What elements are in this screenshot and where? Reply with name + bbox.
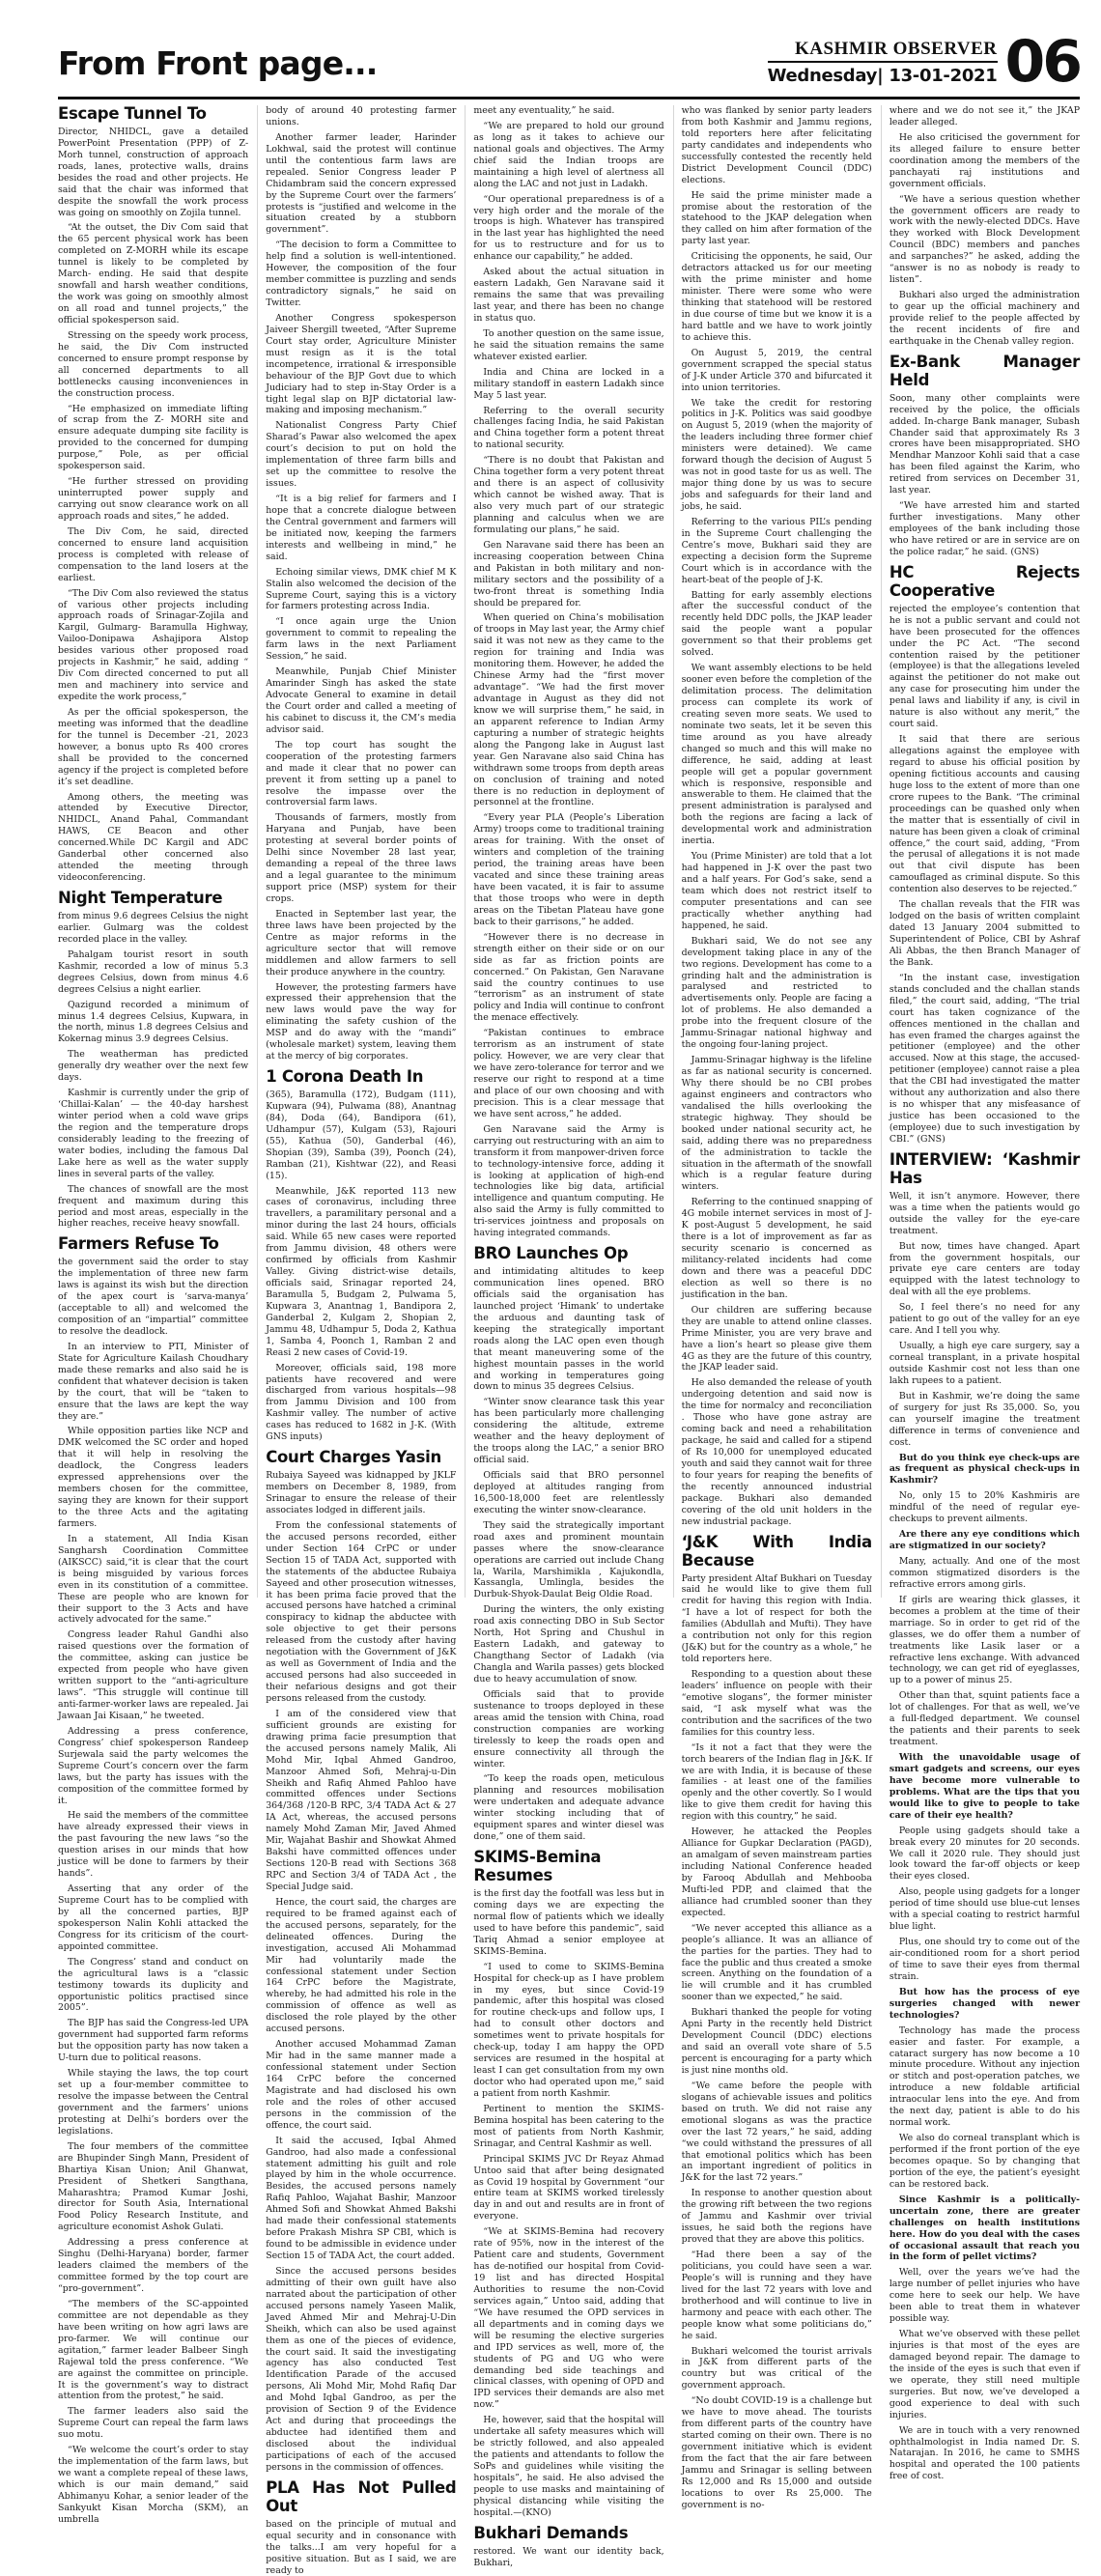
article-paragraph: On August 5, 2019, the central government scrapped the special status of J-K under Article 370 and bifurcated it into union territories. [681,347,872,393]
article-paragraph: Also, people using gadgets for a longer period of time should use blue-cut lenses with a special coating to restrict harmful blue light. [889,1886,1081,1933]
article-paragraph: who was flanked by senior party leaders from both Kashmir and Jammu regions, told reporters here after felicitating party candidates and independents who successfully contested the recently held District Development Council (DDC) elections. [681,105,872,185]
article-paragraph: Congress leader Rahul Gandhi also raised questions over the formation of the committee, asking can justice be expected from people who have given written support to the “anti-agriculture laws”. “This struggle will continue till anti-farmer-worker laws are repealed. Jai Jawaan Jai Kisaan,” he tweeted. [58,1629,249,1721]
article-paragraph: The challan reveals that the FIR was lodged on the basis of written complaint dated 13 January 2004 submitted to Superintendent of Police, CBI by Ashraf Ali Abbas, the then Branch Manager of the Bank. [889,899,1081,968]
article-paragraph: He, however, said that the hospital will undertake all safety measures which will be strictly followed, and also appealed the patients and attendants to follow the SoPs and guidelines while visiting the hospitals”, he said. He also advised the people to use masks and maintaining of physical distancing while visiting the hospital.—(KNO) [473,2415,664,2518]
article-paragraph: They said the strategically important road axes and prominent mountain passes where the snow-clearance operations are carried out include Chang la, Warila, Marshimikla , Kajukondla, Kassangla, Umlingla, besides the Durbuk-Shyok-Daulat Beig Oldie Road. [473,1519,664,1600]
brand-block [767,28,1080,96]
article-paragraph: “Every year PLA (People’s Liberation Army) troops come to traditional training areas for training. With the onset of winters and completion of the training period, the training areas have been vacated and since these training areas have been vacated, it is fair to assume that those troops who were in depth areas on the Tibetan Plateau have gone back to their garrisons,” he added. [473,812,664,927]
article-paragraph: Pahalgam tourist resort in south Kashmir, recorded a low of minus 5.3 degrees Celsius, down from minus 4.6 degrees Celsius a night earlier. [58,948,249,995]
article-headline: Farmers Refuse To [58,1234,219,1254]
article-paragraph: While opposition parties like NCP and DMK welcomed the SC order and hoped that it will help in resolving the deadlock, the Congress leaders expressed apprehensions over the members chosen for the committee, saying they are known for their support to the three Acts and the agitating farmers. [58,1426,249,1529]
article-paragraph: Enacted in September last year, the three laws have been projected by the Centre as major reforms in the agriculture sector that will remove middlemen and allow farmers to sell their produce anywhere in the country. [266,908,457,977]
article-paragraph: As per the official spokesperson, the meeting was informed that the deadline for the tunnel is December -21, 2023 however, a bonus upto Rs 400 crores shall be provided to the concerned agency if the project is completed before it’s set deadline. [58,706,249,787]
article-headline: 1 Corona Death In [266,1067,424,1087]
article-paragraph: Echoing similar views, DMK chief M K Stalin also welcomed the decision of the Supreme Court, saying this is a victory for farmers protesting across India. [266,566,457,612]
newspaper-name: KASHMIR OBSERVER [768,39,998,63]
article-paragraph: Asserting that any order of the Supreme Court has to be complied with by all the concerned parties, BJP spokesperson Nalin Kohli attacked the Congress for its criticism of the court-appointed committee. [58,1883,249,1952]
article-paragraph: Officials said that BRO personnel deployed at altitudes ranging from 16,500-18,000 feet are relentlessly executing the winter snow-clearance. [473,1470,664,1515]
article-paragraph: “It is a big relief for farmers and I hope that a concrete dialogue between the Central government and farmers will be initiated now, keeping the farmers interests and wellbeing in mind,” he said. [266,494,457,562]
article-paragraph: We also do corneal transplant which is performed if the front portion of the eye becomes opaque. So by changing that portion of the eye, the patient’s eyesight can be restored back. [889,2133,1081,2190]
article-paragraph: “Is it not a fact that they were the torch bearers of the Indian flag in J&K. If we are with India, it is because of these families - at least one of the families openly and the other covertly. So I would like to give them credit for having this region with this country,” he said. [681,1741,872,1823]
article-paragraph: Another Congress spokesperson Jaiveer Shergill tweeted, “After Supreme Court stay order, Agriculture Minister must resign as it is the total incompetence, irrational & irresponsible behaviour of the BJP Govt due to which Judiciary had to step in-Stay Order is a tight legal slap on BJP dictatorial law-making and imposing mechanism.” [266,312,457,416]
article-paragraph: Other than that, squint patients face a lot of challenges. For that as well, we’ve a full-fledged department. We counsel the patients and their parents to seek treatment. [889,1690,1081,1748]
interview-question: But how has the process of eye surgeries changed with newer technologies? [889,1986,1081,2021]
article-paragraph: While staying the laws, the top court set up a four-member committee to resolve the impasse between the Central government and the farmers’ unions protesting at Delhi’s borders over the legislations. [58,2068,249,2137]
article-paragraph: “No doubt COVID-19 is a challenge but we have to move ahead. The tourists from different parts of the country have started coming on their own. There is no government initiative which is evident from the fact that the air fare between Jammu and Srinagar is selling between Rs 12,000 and Rs 15,000 and outside locations to over Rs 25,000. The government is no- [681,2395,872,2510]
article-paragraph: “I used to come to SKIMS-Bemina Hospital for check-up as I have problem in my eyes, but since Covid-19 pandemic, after this hospital was closed for routine check-ups and follow ups, I had to consult other doctors and sometimes went to private hospitals for check-up, today I am happy the OPD services are resumed in the hospital at least I can get consultation from my own doctor who had operated upon me,” said a patient from north Kashmir. [473,1961,664,2099]
article-paragraph: Hence, the court said, the charges are required to be framed against each of the accused persons, separately, for the delineated offences. During the investigation, accused Ali Mohammad Mir had voluntarily made the confessional statement under Section 164 CrPC before the Magistrate, whereby, he had admitted his role in the commission of offence as well as disclosed the role played by the other accused persons. [266,1896,457,2035]
interview-question: But do you think eye check-ups are as frequent as physical check-ups in Kashmir? [889,1452,1081,1486]
interview-question: With the unavoidable usage of smart gadgets and screens, our eyes have become more vulnerable to problems. What are the tips that you would like to give to people to take care of their eye health? [889,1752,1081,1821]
article-paragraph: The BJP has said the Congress-led UPA government had supported farm reforms but the opposition party has now taken a U-turn due to political reasons. [58,2018,249,2064]
article-paragraph: “We came before the people with slogans of achievable issues and politics based on truth. We did not raise any emotional slogans as was the practice over the last 72 years,” he said, adding “we could withstand the pressures of all that emotional politics which has been an important ingredient of politics in J&K for the last 72 years.” [681,2080,872,2184]
article-paragraph: Referring to the overall security challenges facing India, he said Pakistan and China together form a potent threat to national security. [473,405,664,451]
article-paragraph: Stressing on the speedy work process, he said, the Div Com instructed concerned to ensure prompt response by all concerned departments to all bottlenecks causing inconveniences in the construction process. [58,329,249,399]
article-paragraph: To another question on the same issue, he said the situation remains the same whatever existed earlier. [473,327,664,362]
article-paragraph: Principal SKIMS JVC Dr Reyaz Ahmad Untoo said that after being designated as Covid 19 hospital by Government “our entire team at SKIMS worked tirelessly day in and out and results are in front of everyone. [473,2153,664,2222]
article-paragraph: Asked about the actual situation in eastern Ladakh, Gen Naravane said it remains the same that was prevailing last year, and there has been no change in status quo. [473,267,664,324]
article-paragraph: We want assembly elections to be held sooner even before the completion of the delimitation process. The delimitation process can complete its work of creating seven more seats. We used to nominate two seats, let it be seven this time around as you have already changed so much and this will make no difference, he said, adding at least people will get a popular government which is responsive, responsible and answerable to them. He claimed that the present administration is paralysed and both the regions are facing a lack of developmental work and administration inertia. [681,663,872,847]
article-paragraph: Director, NHIDCL, gave a detailed PowerPoint Presentation (PPP) of Z-Morh tunnel, construction of approach roads, lanes, protective walls, drains besides the road and other projects. He said that the chair was informed that despite the snowfall the work process was going on smoothly on Zojila tunnel. [58,126,249,218]
article-paragraph: Referring to the various PIL’s pending in the Supreme Court challenging the Centre’s move, Bukhari said they are expecting a decision form the Supreme Court which is in accordance with the heart-beat of the people of J-K. [681,516,872,585]
article-paragraph: However, he attacked the Peoples Alliance for Gupkar Declaration (PAGD), an amalgam of seven mainstream parties including National Conference headed by Farooq Abdullah and Mehbooba Mufti-led PDP, and claimed that the alliance had crumbled sooner than they expected. [681,1826,872,1918]
article-paragraph: “He emphasized on immediate lifting of scrap from the Z- MORH site and ensure adequate dumping site facility is provided to the concerned for dumping purpose,” Pole, as per official spokesperson said. [58,403,249,472]
article-paragraph: Addressing a press conference, Congress’ chief spokesperson Randeep Surjewala said the party welcomes the Supreme Court’s concern over the farm laws, but the party has issues with the composition of the committee formed by it. [58,1725,249,1806]
article-paragraph: “Our operational preparedness is of a very high order and the morale of the troops is high. Whatever has transpired in the last year has highlighted the need for us to restructure and for us to enhance our capability,” he added. [473,193,664,263]
article-paragraph: Bukhari also urged the administration to gear up the official machinery and provide relief to the people affected by the recent incidents of fire and earthquake in the Chenab valley region. [889,290,1081,347]
article-paragraph: The four members of the committee are Bhupinder Singh Mann, President of Bhartiya Kisan Union; Anil Ghanwat, President of Shetkeri Sangthana, Maharashtra; Pramod Kumar Joshi, director for South Asia, International Food Policy Research Institute, and agriculture economist Ashok Gulati. [58,2140,249,2233]
article-paragraph: the government said the order to stay the implementation of three new farm laws is against its wish but the direction of the apex court is ‘sarva-manya’ (acceptable to all) and welcomed the composition of an “impartial” committee to resolve the deadlock. [58,1257,249,1337]
article-paragraph: “Winter snow clearance task this year has been particularly more challenging considering the altitude, extreme weather and the heavy deployment of the troops along the LAC,” a senior BRO official said. [473,1397,664,1466]
article-paragraph: Addressing a press conference at Singhu (Delhi-Haryana) border, farmer leaders claimed the members of the committee formed by the top court are “pro-government”. [58,2237,249,2295]
article-paragraph: Nationalist Congress Party Chief Sharad’s Pawar also welcomed the apex court’s decision to put on hold the implementation of three farm bills and set up the committee to resolve the issues. [266,420,457,490]
article-paragraph: Officials said that to provide sustenance to troops deployed in these areas amid the tension with China, road construction companies are working tirelessly to keep the roads open and ensure connectivity all through the winter. [473,1688,664,1769]
article-paragraph: Among others, the meeting was attended by Executive Director, NHIDCL, Anand Pahal, Commandant HAWS, CE Beacon and other concerned.While DC Kargil and ADC Ganderbal other concerned also attended the meeting through videoconferencing. [58,791,249,884]
article-paragraph: “We are prepared to hold our ground as long as it takes to achieve our national goals and objectives. The Army chief said the Indian troops are maintaining a high level of alertness all along the LAC and not just in Ladakh. [473,120,664,189]
article-paragraph: Party president Altaf Bukhari on Tuesday said he would like to give them full credit for having this region with India. “I have a lot of respect for both the families (Abdullah and Mufti). They have a contribution not only for this region (J&K) but for the country as a whole,” he told reporters here. [681,1572,872,1665]
article-paragraph: But in Kashmir, we’re doing the same of surgery for just Rs 35,000. So, you can yourself imagine the treatment difference in terms of convenience and cost. [889,1390,1081,1448]
article-paragraph: The weatherman has predicted generally dry weather over the next few days. [58,1049,249,1084]
issue-date: Wednesday| 13-01-2021 [767,65,998,86]
article-paragraph: “We welcome the court’s order to stay the implementation of the farm laws, but we want a complete repeal of these laws, which is our main demand,” said Abhimanyu Kohar, a senior leader of the Sankyukt Kisan Morcha (SKM), an umbrella [58,2445,249,2525]
article-paragraph: (365), Baramulla (172), Budgam (111), Kupwara (94), Pulwama (88), Anantnag (84), Doda (64), Bandipora (61), Udhampur (57), Kulgam (53), Rajouri (55), Kathua (50), Ganderbal (46), Shopian (39), Samba (39), Poonch (24), Ramban (21), Kishtwar (22), and Reasi (15). [266,1090,457,1181]
article-paragraph: Moreover, officials said, 198 more patients have recovered and were discharged from various hospitals—98 from Jammu Division and 100 from Kashmir valley. The number of active cases has reduced to 1682 in J-K. (With GNS inputs) [266,1362,457,1443]
article-paragraph: It said that there are serious allegations against the employee with regard to abuse his official position by opening fictitious accounts and causing huge loss to the extent of more than one crore rupees to the Bank. “The criminal proceedings can be quashed only when the matter that is essentially of civil in nature has been given a cloak of criminal offence,” the court said, adding, “From the perusal of allegations it is not made out that civil dispute has been camouflaged as criminal dispute. So this contention also deserves to be rejected.” [889,734,1081,895]
article-paragraph: based on the principle of mutual and equal security and in consonance with the talks...I am very hopeful for a positive situation. But as I said, we are ready to [266,2518,457,2576]
article-paragraph: and intimidating altitudes to keep communication lines opened. BRO officials said the organisation has launched project ‘Himank’ to undertake the arduous and daunting task of keeping the strategically important roads along the LAC open even though that meant maneuvering some of the highest mountain passes in the world and working in temperatures going down to minus 35 degrees Celsius. [473,1266,664,1393]
article-paragraph: India and China are locked in a military standoff in eastern Ladakh since May 5 last year. [473,366,664,401]
article-paragraph: “However there is no decrease in strength either on their side or on our side as far as friction points are concerned.” On Pakistan, Gen Naravane said the country continues to use “terrorism” as an instrument of state policy and India will continue to confront the menace effectively. [473,931,664,1024]
article-paragraph: Batting for early assembly elections after the successful conduct of the recently held DDC polls, the JKAP leader said the people want a popular government so that their problems get solved. [681,589,872,659]
article-paragraph: Criticising the opponents, he said, Our detractors attacked us for our meeting with the prime minister and home minister. There were some who were thinking that statehood will be restored in due course of time but we know it is a hard battle and we have to work jointly to achieve this. [681,251,872,343]
article-paragraph: The top court has sought the cooperation of the protesting farmers and made it clear that no power can prevent it from setting up a panel to resolve the impasse over the controversial farm laws. [266,739,457,808]
article-paragraph: Pertinent to mention the SKIMS-Bemina hospital has been catering to the most of patients from North Kashmir, Srinagar, and Central Kashmir as well. [473,2103,664,2149]
interview-question: Since Kashmir is a politically-uncertain zone, there are greater challenges on health institutions here. How do you deal with the cases of occasional assault that reach you in the form of pellet victims? [889,2194,1081,2263]
article-paragraph: He also criticised the government for its alleged failure to ensure better coordination among the members of the panchayati raj institutions and government officials. [889,131,1081,189]
article-paragraph: The Div Com, he said, directed concerned to ensure land acquisition process is completed with release of compensation to the land losers at the earliest. [58,525,249,583]
article-headline: SKIMS-Bemina Resumes [473,1848,602,1885]
article-paragraph: Gen Naravane said there has been an increasing cooperation between China and Pakistan in both military and non-military sectors and the possibility of a two-front threat is something India should be prepared for. [473,539,664,609]
article-headline: Escape Tunnel To [58,104,207,123]
article-paragraph: “The Div Com also reviewed the status of various other projects including approach roads of Srinagar-Zojila and Kargil, Gulmarg- Baramulla Highway, Vailoo-Donipawa Ashajipora Alstop besides various other proposed road projects in Kashmir,” he said, adding “ Div Com directed concerned to put all men and machinery into service and expedite the work process,” [58,587,249,703]
article-headline: Night Temperature [58,889,223,908]
article-paragraph: Our children are suffering because they are unable to attend online classes. Prime Minister, you are very brave and have a lion’s heart so please give them 4G as they are the future of this country, the JKAP leader said. [681,1304,872,1373]
article-paragraph: Another farmer leader, Harinder Lokhwal, said the protest will continue until the contentious farm laws are repealed. Senior Congress leader P Chidambram said the concern expressed by the Supreme Court over the farmers’ protests is “justified and welcome in the situation created by a stubborn government”. [266,131,457,236]
article-paragraph: Bukhari thanked the people for voting Apni Party in the recently held District Development Council (DDC) elections and said an overall vote share of 5.5 percent is encouraging for a party which is just nine months old. [681,2007,872,2076]
article-paragraph: “The members of the SC-appointed committee are not dependable as they have been writing on how agri laws are pro-farmer. We will continue our agitation,” farmer leader Balbeer Singh Rajewal told the press conference. “We are against the committee on principle. It is the government’s way to distract attention from the protest,” he said. [58,2298,249,2402]
article-paragraph: Gen Naravane said the Army is carrying out restructuring with an aim to transform it from manpower-driven force to technology-intensive force, adding it is looking at application of high-end technologies like big data, artificial intelligence and quantum computing. He also said the Army is fully committed to tri-services jointness and proposals on having integrated commands. [473,1123,664,1239]
article-paragraph: Referring to the continued snapping of 4G mobile internet services in most of J-K post-August 5 development, he said there is a lot of improvement as far as security scenario is concerned as militancy-related incidents had come down and there was a peaceful DDC election as well so there is no justification in the ban. [681,1197,872,1300]
article-paragraph: “We at SKIMS-Bemina had recovery rate of 95%, now in the interest of the Patient care and students, Government has de-notified our hospital from Covid-19 list and has directed Hospital Authorities to resume the non-Covid services again,” Untoo said, adding that “We have resumed the OPD services in all departments and in coming days we will be resuming the elective surgeries and IPD services as well, more of, the students of PG and UG who were demanding bed side teachings and clinical classes, with opening of OPD and IPD services their demands are also met now.” [473,2226,664,2411]
article-paragraph: We are in touch with a very renowned ophthalmologist in India named Dr. S. Natarajan. In 2016, he came to SMHS hospital and operated the 100 patients free of cost. [889,2424,1081,2482]
article-paragraph: Soon, many other complaints were received by the police, the officials added. In-charge Bank manager, Subash Chander said that approximately Rs 3 crores have been misappropriated. SHO Mendhar Manzoor Kohli said that a case has been filed against the Karim, who retired from services on December 31, last year. [889,392,1081,496]
article-paragraph: He said the members of the committee have already expressed their views in the past favouring the new laws “so the question arises in our minds that how justice will be done to farmers by their hands”. [58,1810,249,1880]
article-paragraph: “The decision to form a Committee to help find a solution is well-intentioned. However, the composition of the four member committee is puzzling and sends contradictory signals,” he said on Twitter. [266,240,457,308]
article-paragraph: In an interview to PTI, Minister of State for Agriculture Kailash Choudhary made these remarks and also said he is confident that whatever decision is taken by the court, that will be “taken to ensure that the laws are kept the way they are.” [58,1341,249,1422]
article-headline: Bukhari Demands [473,2523,629,2542]
article-paragraph: We take the credit for restoring politics in J-K. Politics was said goodbye on August 5, 2019 (when the majority of the leaders including three former chief ministers were detained). We came forward though the decision of August 5 was not in good taste for us as well. The major thing done by us was to secure jobs and safeguards for their land and jobs, he said. [681,397,872,512]
article-paragraph: Usually, a high eye care surgery, say a corneal transplant, in a private hospital outside Kashmir cost not less than one lakh rupees to a patient. [889,1341,1081,1386]
article-paragraph: Meanwhile, J&K reported 113 new cases of coronavirus, including three travellers, a paramilitary personal and a minor during the last 24 hours, officials said. While 65 new cases were reported from Jammu division, 48 others were confirmed by officials from Kashmir Valley. Giving district-wise details, officials said, Srinagar reported 24, Baramulla 5, Budgam 2, Pulwama 5, Kupwara 3, Anantnag 1, Bandipora 2, Ganderbal 2, Kulgam 2, Shopian 2, Jammu 48, Udhampur 5, Doda 2, Kathua 1, Samba 4, Poonch 1, Ramban 2 and Reasi 2 new cases of Covid-19. [266,1185,457,1358]
article-paragraph: body of around 40 protesting farmer unions. [266,105,457,127]
article-paragraph: But now, times have changed. Apart from the government hospitals, our private eye care centers are today equipped with the latest technology to deal with all the eye problems. [889,1240,1081,1298]
article-paragraph: Bukhari welcomed the tourist arrivals in J&K from different parts of the country but was critical of the government approach. [681,2345,872,2392]
article-paragraph: What we’ve observed with these pellet injuries is that most of the eyes are damaged beyond repair. The damage to the inside of the eyes is such that even if we operate, they still need multiple surgeries. But now, we’ve developed a good experience to deal with such injuries. [889,2329,1081,2420]
interview-question: Are there any eye conditions which are stigmatized in our society? [889,1529,1081,1552]
article-paragraph: Qazigund recorded a minimum of minus 1.4 degrees Celsius, Kupwara, in the north, minus 1.8 degrees Celsius and Kokernag minus 3.9 degrees Celsius. [58,999,249,1045]
article-paragraph: Another accused Mohammad Zaman Mir had in the same manner made a confessional statement under Section 164 CrPC before the concerned Magistrate and had disclosed his own role and the roles of other accused persons in the commission of the offence, the court said. [266,2039,457,2131]
article-paragraph: It said the accused, Iqbal Ahmed Gandroo, had also made a confessional statement admitting his guilt and role played by him in the whole occurrence. Besides, the accused persons namely Rafiq Pahloo, Wajahat Bashir, Manzoor Ahmed Sofi and Showkat Ahmed Bakshi had made their confessional statements before Prakash Mishra SP CBI, which is found to be admissible in evidence under Section 15 of TADA Act, the court added. [266,2135,457,2261]
article-paragraph: So, I feel there’s no need for any patient to go out of the valley for an eye care. And I tell you why. [889,1302,1081,1337]
article-paragraph: Kashmir is currently under the grip of ‘Chillai-Kalan’ — the 40-day harshest winter period when a cold wave grips the region and the temperature drops considerably leading to the freezing of water bodies, including the famous Dal Lake here as well as the water supply lines in several parts of the valley. [58,1088,249,1179]
column-5 [881,105,1081,2482]
article-paragraph: He also demanded the release of youth undergoing detention and said now is the time for normalcy and reconciliation . Those who have gone astray are coming back and need a rehabilitation package, he said and called for a stipend of Rs 10,000 for unemployed educated youth and said they cannot wait for three to four years for reaping the benefits of the recently announced industrial package. Bukhari also demanded covering of the old unit holders in the new industrial package. [681,1377,872,1527]
column-4 [673,105,872,2510]
page-number: 06 [1004,28,1080,96]
article-headline: Ex-Bank Manager Held [889,352,1081,389]
article-headline: ‘J&K With India Because [681,1532,872,1570]
article-paragraph: No, only 15 to 20% Kashmiris are mindful of the need of regular eye-checkups to prevent ailments. [889,1490,1081,1525]
article-paragraph: Responding to a question about these leaders’ influence on people with their “emotive slogans”, the former minister said, “I ask myself what was the contribution and the sacrifices of the two families for this country less. [681,1669,872,1738]
article-paragraph: The Congress’ stand and conduct on the agricultural laws is a “classic testimony towards its duplicity and opportunistic politics practised since 2005”. [58,1956,249,2014]
article-paragraph: People using gadgets should take a break every 20 minutes for 20 seconds. We call it 2020 rule. They should just look toward the far-off objects or keep their eyes closed. [889,1825,1081,1882]
article-paragraph: In response to another question about the growing rift between the two regions of Jammu and Kashmir over trivial issues, he said both the regions have proved that they are above this politics. [681,2188,872,2246]
article-columns [58,104,1081,2576]
masthead [58,0,1080,99]
article-paragraph: The farmer leaders also said the Supreme Court can repeal the farm laws suo motu. [58,2406,249,2441]
article-paragraph: Since the accused persons besides admitting of their own guilt have also narrated about the participation of other accused persons namely Yaseen Malik, Javed Ahmed Mir and Mehraj-U-Din Sheikh, which can also be used against them as one of the pieces of evidence, the court said. It said the investigating agency has also conducted Test Identification Parade of the accused persons, Ali Mohd Mir, Mohd Rafiq Dar and Mohd Iqbal Gandroo, as per the provision of Section 9 of the Evidence Act and during that proceedings the abductee had identified them and disclosed about the individual participations of each of the accused persons in the commission of offences. [266,2265,457,2473]
article-paragraph: “Pakistan continues to embrace terrorism as an instrument of state policy. However, we are very clear that we have zero-tolerance for terror and we reserve our right to respond at a time and place of our own choosing and with precision. This is a clear message that we have sent across,” he added. [473,1028,664,1119]
column-1 [58,104,249,2525]
article-paragraph: “To keep the roads open, meticulous planning and resources mobilisation were undertaken and adequate advance winter stocking including that of equipment spares and winter diesel was done,” one of them said. [473,1773,664,1843]
article-paragraph: Many, actually. And one of the most common stigmatized disorders is the refractive errors among girls. [889,1556,1081,1590]
article-paragraph: He said the prime minister made a promise about the restoration of the statehood to the JKAP delegation when they called on him after formation of the party last year. [681,189,872,247]
article-paragraph: meet any eventuality,” he said. [473,105,615,116]
article-paragraph: “We have a serious question whether the government officers are ready to work with the newly-elected DDCs. Have they worked with Block Development Council (BDC) members and panches and sarpanches?” he asked, adding the “answer is no as nobody is ready to listen”. [889,193,1081,286]
article-paragraph: In a statement, All India Kisan Sangharsh Coordination Committee (AIKSCC) said,“it is clear that the court is being misguided by various forces even in its constitution of a committee. These are people who are known for their support to the 3 Acts and have actively advocated for the same.” [58,1533,249,1626]
article-paragraph: from minus 9.6 degrees Celsius the night earlier. Gulmarg was the coldest recorded place in the valley. [58,911,249,945]
article-paragraph: is the first day the footfall was less but in coming days we are expecting the normal flow of patients which we ideally used to have before this pandemic”, said Tariq Ahmad a senior employee at SKIMS-Bemina. [473,1888,664,1957]
article-headline: INTERVIEW: ‘Kashmir Has [889,1149,1081,1187]
article-paragraph: “I once again urge the Union government to commit to repealing the farm laws in the next Parliament Session,” he said. [266,616,457,663]
article-paragraph: However, the protesting farmers have expressed their apprehension that the new laws would pave the way for eliminating the safety cushion of the MSP and do away with the “mandi” (wholesale market) system, leaving them at the mercy of big corporates. [266,981,457,1062]
article-paragraph: restored. We want our identity back, Bukhari, [473,2545,664,2568]
article-paragraph: Meanwhile, Punjab Chief Minister Amarinder Singh has asked the state Advocate General to examine in detail the Court order and called a meeting of his cabinet to discuss it, the CM’s media advisor said. [266,666,457,735]
article-paragraph: “Had there been a say of the politicians, you could have seen a war. People’s will is running and they have lived for the last 72 years with love and brotherhood and will continue to live in harmony and peace with each other. The people know what some politicians do,” he said. [681,2250,872,2341]
article-paragraph: The chances of snowfall are the most frequent and maximum during this period and most areas, especially in the higher reaches, receive heavy snowfall. [58,1183,249,1230]
article-paragraph: During the winters, the only existing road axis connecting DBO in Sub Sector North, Hot Spring and Chushul in Eastern Ladakh, and gateway to Changthang Sector of Ladakh (via Changla and Warila passes) gets blocked due to heavy accumulation of snow. [473,1604,664,1684]
article-headline: HC Rejects Cooperative [889,562,1081,600]
article-paragraph: Jammu-Srinagar highway is the lifeline as far as national security is concerned. Why there should be no CBI probes against engineers and contractors who vandalised the hills overlooking the strategic highway. They should be booked under national security act, he said, adding there was no preparedness of the administration to tackle the situation in the aftermath of the snowfall which is a regular feature during winters. [681,1055,872,1193]
article-paragraph: Well, it isn’t anymore. However, there was a time when the patients would go outside the valley for the eye-care treatment. [889,1190,1081,1236]
article-paragraph: From the confessional statements of the accused persons recorded, either under Section 164 CrPC or under Section 15 of TADA Act, supported with the statements of the abductee Rubaiya Sayeed and other prosecution witnesses, it has been prima facie proved that the accused persons have hatched a criminal conspiracy to kidnap the abductee with sole objective to get their persons released from the custody after having negotiation with the Government of J&K as well as Government of India and the accused persons had also succeeded in their nefarious designs and got their persons released from the custody. [266,1519,457,1704]
article-paragraph: “There is no doubt that Pakistan and China together form a very potent threat and there is an aspect of collusivity which cannot be wished away. That is also very much part of our strategic planning and calculus when we are formulating our plans,” he said. [473,455,664,535]
article-paragraph: “He further stressed on providing uninterrupted power supply and carrying out snow clearance work on all approach roads and sites,” he added. [58,476,249,522]
article-paragraph: Rubaiya Sayeed was kidnapped by JKLF members on December 8, 1989, from Srinagar to ensure the release of their associates lodged in different jails. [266,1470,457,1515]
column-3 [465,105,664,2568]
article-paragraph: where and we do not see it,” the JKAP leader alleged. [889,105,1081,127]
article-paragraph: Plus, one should try to come out of the air-conditioned room for a short period of time to save their eyes from thermal strain. [889,1937,1081,1982]
section-title: From Front page... [58,44,378,82]
article-headline: PLA Has Not Pulled Out [266,2477,457,2515]
article-headline: BRO Launches Op [473,1244,629,1263]
article-paragraph: “At the outset, the Div Com said that the 65 percent physical work has been completed on Z-MORH while its escape tunnel is likely to be completed by March- ending. He said that despite snowfall and harsh weather conditions, the work was going on smoothly almost on all road and tunnel projects,” the official spokesperson said. [58,222,249,326]
brand-text [768,39,998,86]
article-paragraph: Bukhari said, We do not see any development taking place in any of the two regions. Development has come to a grinding halt and the administration is paralysed and restricted to advertisements only. People are facing a lot of problems. He also demanded a probe into the frequent closure of the Jammu-Srinagar national highway and the ongoing four-laning project. [681,935,872,1051]
article-paragraph: Thousands of farmers, mostly from Haryana and Punjab, have been protesting at several border points of Delhi since November 28 last year, demanding a repeal of the three laws and a legal guarantee to the minimum support price (MSP) system for their crops. [266,812,457,904]
article-paragraph: “We have arrested him and started further investigations. Many other employees of the bank including those who have retired or are in service are on the police radar,” he said. (GNS) [889,500,1081,557]
article-paragraph: “In the instant case, investigation stands concluded and the challan stands filed,” the court said, adding, “The trial court has taken cognizance of the offences mentioned in the challan and has even framed the charges against the petitioner (employee) and the other accused. Now at this stage, the accused-petitioner (employee) cannot raise a plea that the CBI had investigated the matter without any authorization and also there is no whisper that any misfeasance of justice has been occasioned to the (employee) due to such investigation by CBI.” (GNS) [889,972,1081,1145]
article-paragraph: I am of the considered view that sufficient grounds are existing for drawing prima facie presumption that the accused persons namely Malik, Ali Mohd Mir, Iqbal Ahmed Gandroo, Manzoor Ahmed Sofi, Mehraj-u-Din Sheikh and Rafiq Ahmed Pahloo have committed offences under Sections 364/368 /120-B RPC, 3/4 TADA Act & 27 IA Act, whereas, the accused persons namely Mohd Zaman Mir, Javed Ahmed Mir, Wajahat Bashir and Showkat Ahmed Bakshi have committed offences under Sections 120-B read with Sections 368 RPC and Section 3/4 of TADA Act , the Special Judge said. [266,1708,457,1892]
column-2 [257,105,457,2576]
article-headline: Court Charges Yasin [266,1448,441,1467]
article-paragraph: If girls are wearing thick glasses, it becomes a problem at the time of their marriage. So in order to get rid of the glasses, we do offer them a number of treatments like Lasik laser or a refractive lens exchange. With advanced technology, we can get rid of eyeglasses, up to a power of minus 25. [889,1594,1081,1686]
article-paragraph: When queried on China’s mobilisation of troops in May last year, the Army chief said it was not new as they came to the region for training and India was monitoring them. However, he added the Chinese Army had the “first mover advantage”. “We had the first mover advantage in August as they did not know we will surprise them,” he said, in an apparent reference to Indian Army capturing a number of strategic heights along the Pangong lake in August last year. Gen Naravane also said China has withdrawn some troops from depth areas on conclusion of training and noted there is no reduction in deployment of personnel at the frontline. [473,612,664,808]
article-paragraph: rejected the employee’s contention that he is not a public servant and could not have been prosecuted for the offences under the PC Act. “The second contention raised by the petitioner (employee) is that the allegations leveled against the petitioner do not make out any case for prosecuting him under the penal laws and liability if any, is civil in nature is also without any merit,” the court said. [889,603,1081,730]
article-paragraph: Well, over the years we’ve had the large number of pellet injuries who have come here to seek our help. We have been able to treat them in whatever possible way. [889,2267,1081,2325]
article-paragraph: You (Prime Minister) are told that a lot had happened in J-K over the past two and a half years. For God’s sake, send a team which does not restrict itself to computer presentations and can see practically whether anything had happened, he said. [681,851,872,931]
article-paragraph: Technology has made the process easier and faster. For example, a cataract surgery has now become a 10 minute procedure. Without any injection or stitch and post-operation patches, we introduce a new foldable artificial intraocular lens into the eye. And from the next day, patient is able to do his normal work. [889,2024,1081,2129]
article-paragraph: “We never accepted this alliance as a people’s alliance. It was an alliance of the parties for the parties. They had to face the public and thus created a smoke screen. Anything on the foundation of a lie will crumble and it has crumbled sooner than we expected,” he said. [681,1922,872,2003]
